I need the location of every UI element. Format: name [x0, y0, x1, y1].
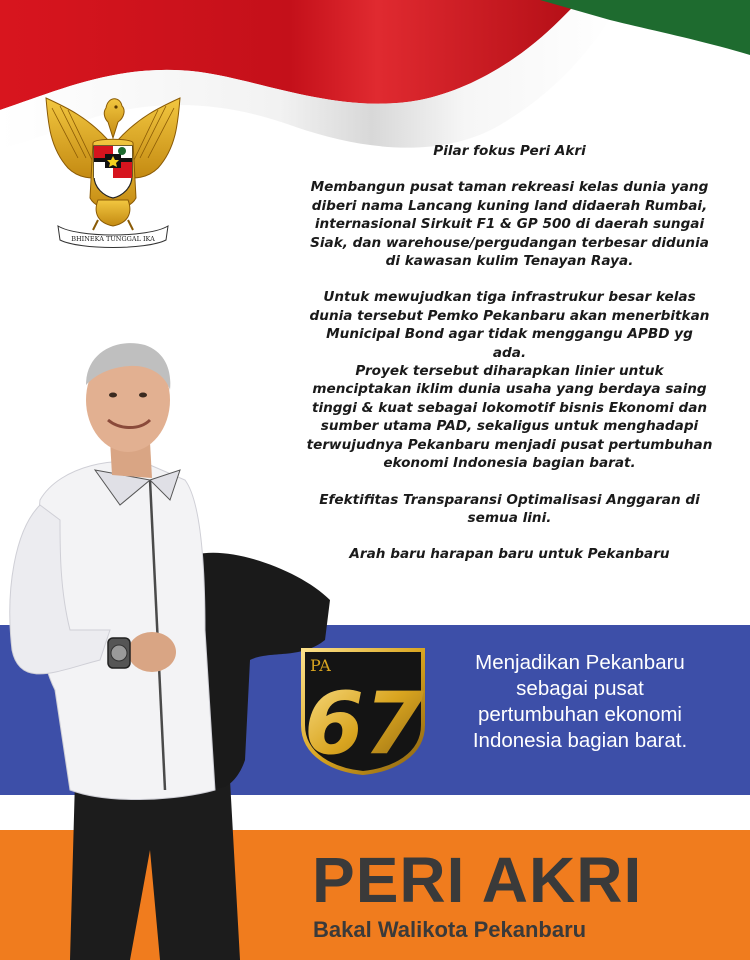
message-paragraph-3: Proyek tersebut diharapkan linier untuk menciptakan iklim dunia usaha yang berdaya saing tinggi & kuat sebagai lokomotif bisnis Ekonomi dan sumber utama PAD, sekaligus untuk menghadapi terwujudnya Pekanbaru menjadi pusat pertumbuhan ekonomi Indonesia bagian barat. — [306, 363, 713, 472]
emblem-motto: BHINEKA TUNGGAL IKA — [71, 235, 155, 243]
message-paragraph-1: Membangun pusat taman rekreasi kelas dunia yang diberi nama Lancang kuning land didaerah Rumbai, internasional Sirkuit F1 & GP 500 di daerah sungai Siak, dan warehouse/pergudangan terbesar didunia di kawasan kulim Tenayan Raya. — [310, 179, 709, 270]
candidate-name: PERI AKRI — [312, 844, 643, 916]
tagline: Menjadikan Pekanbaru sebagai pusat pertumbuhan ekonomi Indonesia bagian barat. — [472, 651, 688, 752]
garuda-emblem-icon — [38, 88, 188, 253]
logo-number: 67 — [304, 674, 424, 774]
message-closing: Arah baru harapan baru untuk Pekanbaru — [349, 546, 670, 563]
logo-initials: PA — [310, 656, 331, 675]
candidate-role: Bakal Walikota Pekanbaru — [313, 917, 587, 942]
message-paragraph-4: Efektifitas Transparansi Optimalisasi Anggaran di semua lini. — [319, 491, 700, 526]
message-paragraph-2: Untuk mewujudkan tiga infrastrukur besar kelas dunia tersebut Pemko Pekanbaru akan menerbitkan Municipal Bond agar tidak menggangu APBD yg ada. — [309, 289, 710, 361]
message-heading: Pilar fokus Peri Akri — [433, 143, 586, 159]
pa67-logo-icon — [298, 645, 428, 775]
message-block — [282, 142, 737, 582]
